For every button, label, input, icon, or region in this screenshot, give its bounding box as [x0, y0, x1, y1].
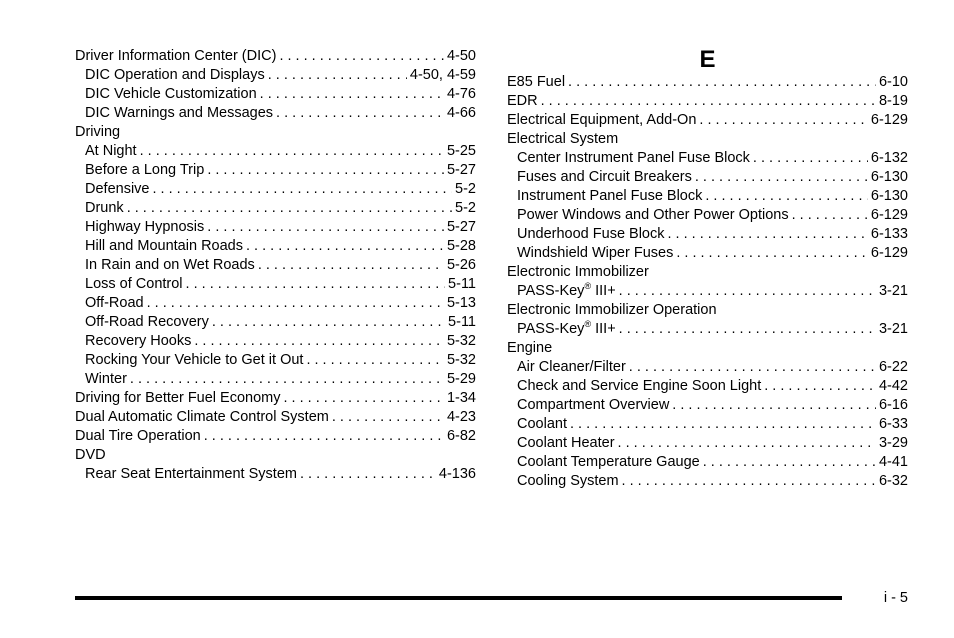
- dot-leader: [300, 465, 436, 484]
- index-entry: [507, 301, 908, 320]
- index-page-ref: 6-130: [870, 188, 908, 204]
- index-term: [517, 472, 619, 491]
- index-column-right: [507, 47, 908, 491]
- index-subentry: [75, 351, 476, 370]
- index-term-text: PASS-Key: [517, 321, 585, 337]
- index-column-left: [75, 47, 476, 484]
- index-entry: [507, 92, 908, 111]
- index-term: [85, 161, 204, 180]
- index-entry: [507, 130, 908, 149]
- dot-leader: [541, 92, 876, 111]
- dot-leader: [258, 256, 444, 275]
- footer-rule: [75, 596, 842, 600]
- index-entry: [75, 47, 476, 66]
- index-term: [85, 351, 303, 370]
- dot-leader: [570, 415, 876, 434]
- dot-leader: [207, 218, 444, 237]
- index-entry: [75, 446, 476, 465]
- index-subentry: [507, 415, 908, 434]
- dot-leader: [204, 427, 444, 446]
- index-subentry: [75, 294, 476, 313]
- index-term: [85, 294, 144, 313]
- index-subentry: [75, 370, 476, 389]
- index-page-ref: 5-2: [455, 181, 476, 197]
- index-term-text: Coolant Temperature Gauge: [517, 454, 700, 470]
- index-term-text: Coolant: [517, 416, 567, 432]
- index-page-ref: 5-25: [446, 143, 476, 159]
- index-term-text: Check and Service Engine Soon Light: [517, 378, 762, 394]
- index-page-ref: 3-29: [878, 435, 908, 451]
- index-subentry: [75, 104, 476, 123]
- index-page-ref: 5-2: [455, 200, 476, 216]
- index-page-ref: 4-136: [438, 466, 476, 482]
- index-page-ref: 4-50: [446, 48, 476, 64]
- index-term-text: DIC Warnings and Messages: [85, 105, 274, 121]
- index-term-text: Defensive: [85, 181, 150, 197]
- index-term: [75, 446, 106, 465]
- index-term: [85, 66, 265, 85]
- index-subentry: [75, 180, 476, 199]
- index-term: [507, 111, 696, 130]
- index-term: [517, 358, 626, 377]
- dot-leader: [130, 370, 444, 389]
- index-subentry: [75, 275, 476, 294]
- index-term: [517, 149, 750, 168]
- dot-leader: [629, 358, 876, 377]
- index-term-text: Compartment Overview: [517, 397, 670, 413]
- dot-leader: [568, 73, 876, 92]
- index-page-ref: 5-27: [446, 219, 476, 235]
- index-subentry: [75, 313, 476, 332]
- dot-leader: [753, 149, 868, 168]
- dot-leader: [276, 104, 444, 123]
- registered-mark: ®: [584, 320, 592, 330]
- index-term: [517, 225, 665, 244]
- index-term: [517, 453, 700, 472]
- index-term: [75, 389, 281, 408]
- index-term-text: DVD: [75, 447, 106, 463]
- index-page-ref: 8-19: [878, 93, 908, 109]
- index-page-ref: 5-26: [446, 257, 476, 273]
- index-term-text: EDR: [507, 93, 538, 109]
- dot-leader: [147, 294, 444, 313]
- index-page-ref: 5-11: [448, 276, 476, 292]
- dot-leader: [332, 408, 444, 427]
- index-term-text: Electronic Immobilizer Operation: [507, 302, 717, 318]
- index-term: [507, 130, 618, 149]
- index-term-text: Power Windows and Other Power Options: [517, 207, 789, 223]
- index-page-ref: 6-129: [870, 245, 908, 261]
- index-page-ref: 3-21: [878, 321, 908, 337]
- index-term: [517, 187, 702, 206]
- index-entry: [75, 427, 476, 446]
- dot-leader: [268, 66, 407, 85]
- index-term: [85, 256, 255, 275]
- index-page-ref: 6-33: [878, 416, 908, 432]
- index-term: [517, 244, 673, 263]
- index-term: [517, 434, 615, 453]
- index-term-text: E85 Fuel: [507, 74, 566, 90]
- index-page-ref: 6-10: [878, 74, 908, 90]
- index-entry: [507, 111, 908, 130]
- index-page-ref: 4-41: [878, 454, 908, 470]
- index-term-text: Rocking Your Vehicle to Get it Out: [85, 352, 304, 368]
- dot-leader: [186, 275, 446, 294]
- index-entry: [507, 73, 908, 92]
- index-term-text: Before a Long Trip: [85, 162, 205, 178]
- dot-leader: [127, 199, 452, 218]
- index-subentry: [75, 142, 476, 161]
- index-page-ref: 5-11: [448, 314, 476, 330]
- index-term-text: Air Cleaner/Filter: [517, 359, 626, 375]
- dot-leader: [207, 161, 444, 180]
- index-page-ref: 6-16: [878, 397, 908, 413]
- dot-leader: [672, 396, 876, 415]
- index-subentry: [507, 472, 908, 491]
- dot-leader: [619, 282, 876, 301]
- index-term-text: Off-Road: [85, 295, 144, 311]
- index-subentry: [75, 161, 476, 180]
- index-term: [75, 123, 120, 142]
- index-term-text: Highway Hypnosis: [85, 219, 205, 235]
- page-number: i - 5: [883, 590, 908, 606]
- index-term: [517, 282, 616, 301]
- index-page-ref: 5-13: [446, 295, 476, 311]
- index-term: [85, 218, 204, 237]
- index-term-suffix: III+: [591, 283, 616, 299]
- index-term: [507, 92, 538, 111]
- dot-leader: [619, 320, 876, 339]
- index-page-ref: 3-21: [878, 283, 908, 299]
- index-term-text: Electrical Equipment, Add-On: [507, 112, 697, 128]
- index-subentry: [75, 256, 476, 275]
- index-page-ref: 6-133: [870, 226, 908, 242]
- dot-leader: [676, 244, 868, 263]
- index-page-ref: 6-82: [446, 428, 476, 444]
- index-subentry: [75, 237, 476, 256]
- dot-leader: [618, 434, 876, 453]
- dot-leader: [792, 206, 868, 225]
- index-subentry: [75, 66, 476, 85]
- section-letter-heading: E: [699, 46, 716, 73]
- dot-leader: [279, 47, 444, 66]
- dot-leader: [194, 332, 444, 351]
- index-term-text: Electronic Immobilizer: [507, 264, 649, 280]
- index-subentry: [507, 377, 908, 396]
- index-term-text: Windshield Wiper Fuses: [517, 245, 674, 261]
- index-term: [517, 415, 567, 434]
- index-page-ref: 4-50, 4-59: [409, 67, 476, 83]
- index-term-text: Cooling System: [517, 473, 619, 489]
- registered-mark: ®: [584, 282, 592, 292]
- index-entry: [75, 123, 476, 142]
- index-term: [85, 199, 124, 218]
- dot-leader: [703, 453, 876, 472]
- index-term-text: Off-Road Recovery: [85, 314, 209, 330]
- dot-leader: [212, 313, 445, 332]
- dot-leader: [764, 377, 876, 396]
- index-subentry: [507, 187, 908, 206]
- index-term-text: Fuses and Circuit Breakers: [517, 169, 692, 185]
- index-page-ref: 5-28: [446, 238, 476, 254]
- index-term: [517, 168, 692, 187]
- index-term: [85, 313, 209, 332]
- index-term-text: Center Instrument Panel Fuse Block: [517, 150, 750, 166]
- dot-leader: [699, 111, 868, 130]
- index-term: [85, 370, 127, 389]
- dot-leader: [668, 225, 868, 244]
- index-subentry: [507, 225, 908, 244]
- index-page-ref: 4-42: [878, 378, 908, 394]
- index-term: [75, 47, 276, 66]
- dot-leader: [246, 237, 444, 256]
- index-term: [85, 237, 243, 256]
- index-page-ref: 5-32: [446, 333, 476, 349]
- index-page-ref: 6-32: [878, 473, 908, 489]
- dot-leader: [140, 142, 444, 161]
- index-page-ref: 5-32: [446, 352, 476, 368]
- index-term-text: Winter: [85, 371, 127, 387]
- index-subentry: [75, 218, 476, 237]
- dot-leader: [152, 180, 452, 199]
- index-subentry: [507, 434, 908, 453]
- index-subentry: [507, 149, 908, 168]
- index-term-text: Underhood Fuse Block: [517, 226, 665, 242]
- index-term-text: DIC Operation and Displays: [85, 67, 265, 83]
- index-term-text: Hill and Mountain Roads: [85, 238, 243, 254]
- index-term: [507, 301, 717, 320]
- index-subentry: [507, 244, 908, 263]
- index-term-text: Driver Information Center (DIC): [75, 48, 277, 64]
- index-entry: [75, 389, 476, 408]
- index-term-text: Dual Automatic Climate Control System: [75, 409, 329, 425]
- index-term: [517, 396, 669, 415]
- index-term-text: Rear Seat Entertainment System: [85, 466, 297, 482]
- index-page-ref: 5-27: [446, 162, 476, 178]
- dot-leader: [284, 389, 444, 408]
- index-subentry: [507, 206, 908, 225]
- dot-leader: [622, 472, 876, 491]
- dot-leader: [260, 85, 444, 104]
- index-term: [517, 320, 616, 339]
- index-term-text: In Rain and on Wet Roads: [85, 257, 255, 273]
- index-subentry: [507, 358, 908, 377]
- index-subentry: [507, 453, 908, 472]
- index-page-ref: 6-22: [878, 359, 908, 375]
- index-page-ref: 6-130: [870, 169, 908, 185]
- index-entry: [507, 339, 908, 358]
- index-term-text: Drunk: [85, 200, 124, 216]
- index-subentry: [507, 282, 908, 301]
- index-subentry: [75, 85, 476, 104]
- index-subentry: [507, 320, 908, 339]
- index-term-text: Driving: [75, 124, 121, 140]
- index-term: [85, 332, 191, 351]
- index-term: [85, 465, 297, 484]
- index-term: [85, 104, 273, 123]
- index-subentry: [507, 168, 908, 187]
- index-subentry: [75, 199, 476, 218]
- index-page-ref: 4-76: [446, 86, 476, 102]
- index-entry: [75, 408, 476, 427]
- index-term-text: DIC Vehicle Customization: [85, 86, 257, 102]
- index-term: [85, 142, 137, 161]
- index-page-ref: 4-66: [446, 105, 476, 121]
- index-term: [517, 206, 789, 225]
- index-page-ref: 6-129: [870, 112, 908, 128]
- index-entry: [507, 263, 908, 282]
- index-term-text: Driving for Better Fuel Economy: [75, 390, 281, 406]
- index-entries-e: [507, 73, 908, 491]
- index-page-ref: 5-29: [446, 371, 476, 387]
- index-term: [507, 263, 649, 282]
- index-term: [75, 427, 201, 446]
- index-subentry: [75, 332, 476, 351]
- index-term-text: Instrument Panel Fuse Block: [517, 188, 703, 204]
- index-page-ref: 1-34: [446, 390, 476, 406]
- index-page-ref: 4-23: [446, 409, 476, 425]
- index-subentry: [507, 396, 908, 415]
- dot-leader: [695, 168, 868, 187]
- index-term: [85, 180, 149, 199]
- index-term-text: PASS-Key: [517, 283, 585, 299]
- index-page-ref: 6-129: [870, 207, 908, 223]
- dot-leader: [306, 351, 444, 370]
- index-term: [507, 339, 552, 358]
- index-term-text: Engine: [507, 340, 553, 356]
- index-term-text: Electrical System: [507, 131, 619, 147]
- index-term: [85, 85, 257, 104]
- index-term-text: Coolant Heater: [517, 435, 615, 451]
- index-term: [517, 377, 761, 396]
- dot-leader: [705, 187, 868, 206]
- index-term: [75, 408, 329, 427]
- index-term: [85, 275, 183, 294]
- index-term-text: Loss of Control: [85, 276, 183, 292]
- index-term-text: Dual Tire Operation: [75, 428, 201, 444]
- index-page-ref: 6-132: [870, 150, 908, 166]
- index-term-suffix: III+: [591, 321, 616, 337]
- index-term-text: At Night: [85, 143, 137, 159]
- index-term-text: Recovery Hooks: [85, 333, 192, 349]
- index-term: [507, 73, 565, 92]
- index-subentry: [75, 465, 476, 484]
